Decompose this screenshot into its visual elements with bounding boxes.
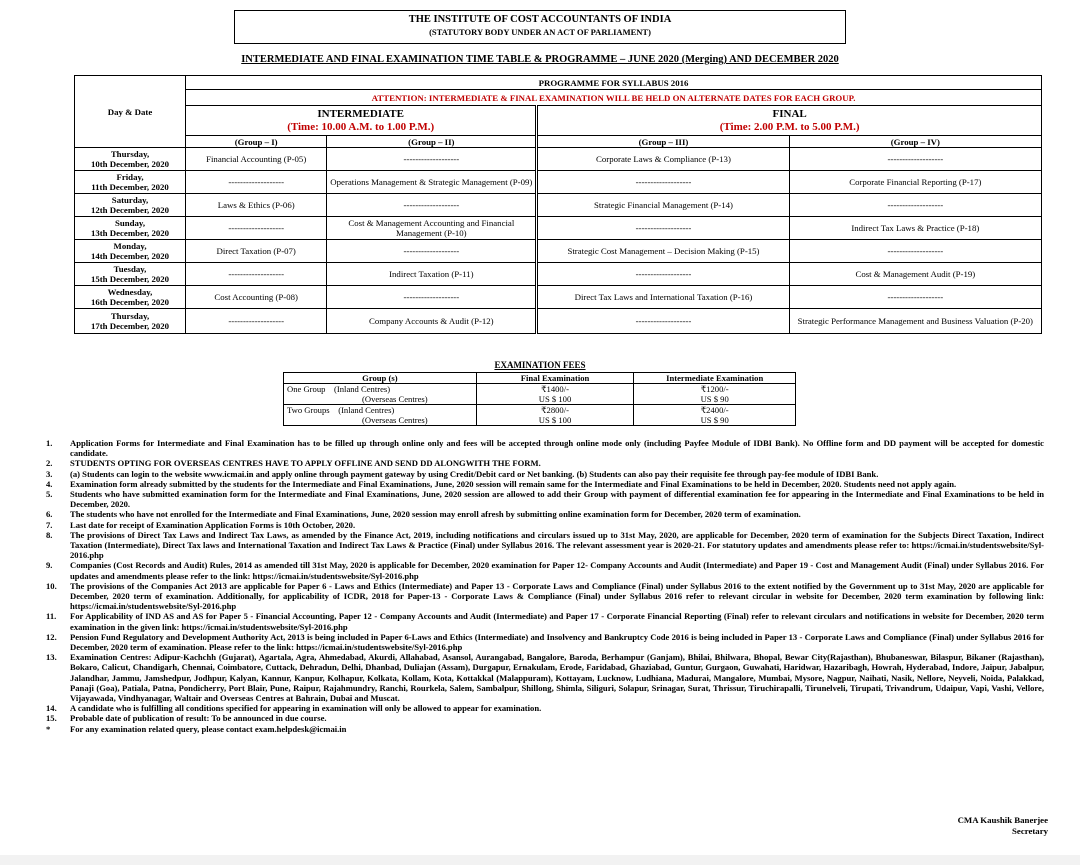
fees-row bbox=[284, 405, 796, 426]
row-date: 13th December, 2020 bbox=[90, 228, 170, 238]
note-text: Probable date of publication of result: To be announced in due course. bbox=[70, 713, 327, 724]
cell-group-3: Strategic Cost Management – Decision Making (P-15) bbox=[537, 240, 789, 263]
attention-notice: ATTENTION: INTERMEDIATE & FINAL EXAMINATION WILL BE HELD ON ALTERNATE DATES FOR EACH GROUP. bbox=[186, 90, 1042, 106]
fees-centre: (Inland Centres) bbox=[338, 405, 395, 415]
cell-group-2: Cost & Management Accounting and Financial Management (P-10) bbox=[327, 217, 537, 240]
note-number: 1. bbox=[46, 438, 53, 448]
row-date: 12th December, 2020 bbox=[90, 205, 170, 215]
page-footer-strip bbox=[0, 855, 1080, 865]
table-row bbox=[75, 194, 1042, 217]
fees-final-inland: ₹2800/- bbox=[541, 405, 569, 415]
note-number: 4. bbox=[46, 478, 53, 489]
cell-group-1: Direct Taxation (P-07) bbox=[186, 240, 327, 263]
fees-centre: (Inland Centres) bbox=[334, 384, 391, 394]
row-day: Friday, bbox=[116, 172, 144, 182]
note-number: 11. bbox=[46, 611, 57, 622]
row-date: 17th December, 2020 bbox=[90, 321, 170, 331]
cell-group-4: ------------------- bbox=[789, 286, 1041, 309]
list-item bbox=[46, 703, 1044, 713]
cell-group-2: ------------------- bbox=[327, 240, 537, 263]
row-day: Thursday, bbox=[110, 311, 150, 321]
cell-group-2: ------------------- bbox=[327, 148, 537, 171]
note-number: 3. bbox=[46, 468, 53, 479]
fees-title: EXAMINATION FEES bbox=[494, 360, 586, 370]
list-item bbox=[46, 509, 1044, 519]
row-day: Wednesday, bbox=[107, 287, 153, 297]
note-text: STUDENTS OPTING FOR OVERSEAS CENTRES HAVE TO APPLY OFFLINE AND SEND DD ALONGWITH THE FORM. bbox=[70, 458, 541, 469]
fees-header-final: Final Examination bbox=[476, 373, 634, 384]
group-2-header: (Group – II) bbox=[327, 136, 537, 148]
cell-group-3: ------------------- bbox=[537, 263, 789, 286]
row-date: 16th December, 2020 bbox=[90, 297, 170, 307]
row-day: Tuesday, bbox=[113, 264, 147, 274]
row-day: Thursday, bbox=[110, 149, 150, 159]
group-4-header: (Group – IV) bbox=[789, 136, 1041, 148]
list-item bbox=[46, 469, 1044, 479]
note-text: Students who have submitted examination form for the Intermediate and Final Examinations, June, 2020 session are allowed to add their Group with payment of differential examination fee for appearing in the Intermediate and Final Examinations to be held in December, 2020. bbox=[70, 489, 1044, 510]
note-text: Application Forms for Intermediate and Final Examination has to be filled up through online only and fees will be accepted through online mode only (including Payfee Module of IDBI Bank). No Offline form and DD payment will be accepted for domestic candidate. bbox=[70, 438, 1044, 459]
cell-group-2: ------------------- bbox=[327, 286, 537, 309]
note-text: Pension Fund Regulatory and Development Authority Act, 2013 is being included in Paper 6-Laws and Ethics (Intermediate) and Insolvency and Bankruptcy Code 2016 is being included in Paper 13 - Corporate Laws and Compliance (Final) under Syllabus 2016 for December, 2020 term of examination. Please refer to the link: https://icmai.in/studentswebsite/Syl-2016.php bbox=[70, 631, 1044, 653]
cell-group-2: Company Accounts & Audit (P-12) bbox=[327, 309, 537, 334]
cell-group-2: ------------------- bbox=[327, 194, 537, 217]
table-row bbox=[75, 263, 1042, 286]
top-bar bbox=[0, 0, 1080, 8]
note-text: The students who have not enrolled for the Intermediate and Final Examinations, June, 2020 session may enroll afresh by submitting online examination form for December, 2020 term of examination. bbox=[70, 509, 801, 520]
signature-block bbox=[958, 815, 1048, 837]
list-item bbox=[46, 611, 1044, 631]
row-date: 15th December, 2020 bbox=[90, 274, 170, 284]
fees-group: One Group bbox=[287, 384, 326, 394]
table-row bbox=[75, 171, 1042, 194]
cell-group-2: Indirect Taxation (P-11) bbox=[327, 263, 537, 286]
cell-group-3: Strategic Financial Management (P-14) bbox=[537, 194, 789, 217]
institute-header bbox=[234, 10, 846, 44]
note-number: 9. bbox=[46, 560, 53, 571]
cell-group-3: ------------------- bbox=[537, 217, 789, 240]
list-item bbox=[46, 530, 1044, 561]
cell-group-4: Cost & Management Audit (P-19) bbox=[789, 263, 1041, 286]
fees-final-overseas: US $ 100 bbox=[538, 394, 572, 404]
row-date: 11th December, 2020 bbox=[91, 182, 169, 192]
list-item bbox=[46, 479, 1044, 489]
list-item bbox=[46, 520, 1044, 530]
note-text: The provisions of the Companies Act 2013 are applicable for Paper 6 - Laws and Ethics (Intermediate) and Paper 13 - Corporate Laws and Compliance (Final) under Syllabus 2016 to the extent notified by the Government up to 31st May, 2020 are applicable for December, 2020 term of examination. Additionally, for applicability of ICDR, 2018 for Paper-13 - Corporate Laws & Compliance (Final) under Syllabus 2016 refer to relevant circular in website for December, 2020 term examination by following link: https://icmai.in/studentswebsite/Syl-2016.php bbox=[70, 580, 1044, 612]
cell-group-4: ------------------- bbox=[789, 240, 1041, 263]
cell-group-1: ------------------- bbox=[186, 171, 327, 194]
note-text: For any examination related query, please contact exam.helpdesk@icmai.in bbox=[70, 723, 347, 734]
list-item bbox=[46, 724, 1044, 734]
note-text: Examination Centres: Adipur-Kachchh (Gujarat), Agartala, Agra, Ahmedabad, Akurdi, Allahabad, Asansol, Aurangabad, Bangalore, Baroda, Berhampur (Ganjam), Bhilai, Bhilwara, Bhopal, Bewar City(Rajasthan), Bhubaneswar, Bilaspur, Bikaner (Rajasthan), Bokaro, Calicut, Chandigarh, Chennai, Coimbatore, Cuttack, Dehradun, Delhi, Dhanbad, Duliajan (Assam), Durgapur, Ernakulam, Erode, Faridabad, Ghaziabad, Guntur, Gurgaon, Guwahati, Haridwar, Hazaribagh, Howrah, Hyderabad, Indore, Jaipur, Jabalpur, Jalandhar, Jammu, Jamshedpur, Jodhpur, Kalyan, Kannur, Kanpur, Kolhapur, Kolkata, Kollam, Kota, Kottakkal (Malappuram), Kottayam, Lucknow, Ludhiana, Madurai, Mangalore, Mumbai, Mysore, Nagpur, Naihati, Nasik, Nellore, Neyveli, Noida, Palakkad, Panaji (Goa), Patiala, Patna, Pondicherry, Port Blair, Pune, Raipur, Rajahmundry, Ranchi, Rourkela, Salem, Sambalpur, Shillong, Shimla, Siliguri, Solapur, Srinagar, Surat, Thrissur, Tiruchirapalli, Tirunelveli, Tirupati, Trivandrum, Udaipur, Vapi, Vashi, Vellore, Vijayawada, Vindhyanagar, Waltair and Overseas Centres at Bahrain, Dubai and Muscat. bbox=[70, 652, 1044, 704]
note-number: 7. bbox=[46, 519, 53, 530]
list-item bbox=[46, 458, 1044, 468]
cell-group-4: Indirect Tax Laws & Practice (P-18) bbox=[789, 217, 1041, 240]
table-row bbox=[75, 217, 1042, 240]
table-row bbox=[75, 240, 1042, 263]
cell-group-3: Direct Tax Laws and International Taxation (P-16) bbox=[537, 286, 789, 309]
institute-name: THE INSTITUTE OF COST ACCOUNTANTS OF INDIA bbox=[408, 14, 672, 25]
list-item bbox=[46, 713, 1044, 723]
list-item bbox=[46, 489, 1044, 509]
list-item bbox=[46, 581, 1044, 612]
fees-final-overseas: US $ 100 bbox=[538, 415, 572, 425]
cell-group-4: ------------------- bbox=[789, 194, 1041, 217]
fees-group: Two Groups bbox=[287, 405, 330, 415]
fees-inter-overseas: US $ 90 bbox=[700, 394, 729, 404]
signatory-name: CMA Kaushik Banerjee bbox=[957, 815, 1048, 825]
fees-final-inland: ₹1400/- bbox=[541, 384, 569, 394]
note-number: 8. bbox=[46, 529, 53, 540]
cell-group-1: Cost Accounting (P-08) bbox=[186, 286, 327, 309]
notes-list bbox=[46, 438, 1044, 734]
cell-group-1: Financial Accounting (P-05) bbox=[186, 148, 327, 171]
fees-row bbox=[284, 384, 796, 405]
fees-table bbox=[283, 372, 796, 426]
fees-header-intermediate: Intermediate Examination bbox=[634, 373, 796, 384]
row-date: 10th December, 2020 bbox=[90, 159, 170, 169]
intermediate-time: (Time: 10.00 A.M. to 1.00 P.M.) bbox=[287, 120, 435, 133]
list-item bbox=[46, 632, 1044, 652]
row-day: Monday, bbox=[113, 241, 147, 251]
list-item bbox=[46, 438, 1044, 458]
list-item bbox=[46, 560, 1044, 580]
cell-group-1: ------------------- bbox=[186, 263, 327, 286]
note-number: * bbox=[46, 723, 51, 734]
cell-group-1: Laws & Ethics (P-06) bbox=[186, 194, 327, 217]
note-text: Examination form already submitted by the students for the Intermediate and Final Examinations, June, 2020 session will remain same for the Intermediate and Final Examinations to be held in December, 2020. Students need not apply again. bbox=[70, 478, 957, 489]
cell-group-2: Operations Management & Strategic Management (P-09) bbox=[327, 171, 537, 194]
fees-centre: (Overseas Centres) bbox=[362, 415, 428, 425]
row-date: 14th December, 2020 bbox=[90, 251, 170, 261]
group-3-header: (Group – III) bbox=[537, 136, 789, 148]
note-number: 14. bbox=[46, 703, 57, 714]
cell-group-1: ------------------- bbox=[186, 217, 327, 240]
note-text: Companies (Cost Records and Audit) Rules, 2014 as amended till 31st May, 2020 is applicable for December, 2020 examination for Paper 12- Company Accounts and Audit (Intermediate) and Paper 19 - Cost and Management Audit (Final) under Syllabus 2016. For updates and amendments please refer to the link: https://icmai.in/studentswebsite/Syl-2016.php bbox=[70, 560, 1044, 581]
fees-centre: (Overseas Centres) bbox=[362, 394, 428, 404]
note-number: 2. bbox=[46, 458, 53, 469]
note-text: The provisions of Direct Tax Laws and Indirect Tax Laws, as amended by the Finance Act, 2019, including notifications and circulars issued up to 31st May, 2020, are applicable for December, 2020 term of examination for the Subjects Direct Taxation, Indirect Taxation (Intermediate), Direct Tax laws and International Taxation and Indirect Tax Laws & Practice (Final) under Syllabus 2016. The relevant assessment year is 2020-21. For statutory updates and amendments please refer to: https://icmai.in/studentswebsite/Syl-2016.php bbox=[70, 529, 1044, 561]
note-number: 10. bbox=[46, 580, 57, 591]
fees-inter-overseas: US $ 90 bbox=[700, 415, 729, 425]
signatory-designation: Secretary bbox=[1012, 826, 1048, 836]
list-item bbox=[46, 652, 1044, 703]
table-row bbox=[75, 286, 1042, 309]
table-row bbox=[75, 309, 1042, 334]
fees-inter-inland: ₹1200/- bbox=[700, 384, 729, 394]
cell-group-1: ------------------- bbox=[186, 309, 327, 334]
timetable bbox=[74, 75, 1042, 334]
note-text: (a) Students can login to the website www.icmai.in and apply online through payment gateway by using Credit/Debit card or Net banking. (b) Students can also pay their requisite fee through pay-fee module of IDBI Bank. bbox=[70, 468, 879, 479]
cell-group-4: Strategic Performance Management and Business Valuation (P-20) bbox=[789, 309, 1041, 334]
final-time: (Time: 2.00 P.M. to 5.00 P.M.) bbox=[719, 120, 860, 133]
row-day: Sunday, bbox=[114, 218, 146, 228]
group-1-header: (Group – I) bbox=[186, 136, 327, 148]
cell-group-3: ------------------- bbox=[537, 309, 789, 334]
final-label: FINAL bbox=[772, 107, 807, 120]
row-day: Saturday, bbox=[111, 195, 149, 205]
table-row bbox=[75, 148, 1042, 171]
cell-group-3: Corporate Laws & Compliance (P-13) bbox=[537, 148, 789, 171]
intermediate-label: INTERMEDIATE bbox=[317, 107, 404, 120]
note-number: 12. bbox=[46, 631, 57, 642]
programme-header: PROGRAMME FOR SYLLABUS 2016 bbox=[186, 76, 1042, 90]
note-text: Last date for receipt of Examination Application Forms is 10th October, 2020. bbox=[70, 519, 356, 530]
note-number: 13. bbox=[46, 652, 57, 663]
cell-group-4: ------------------- bbox=[789, 148, 1041, 171]
note-text: A candidate who is fulfilling all conditions specified for appearing in examination will only be allowed to appear for examination. bbox=[70, 703, 542, 714]
note-number: 5. bbox=[46, 489, 53, 500]
fees-inter-inland: ₹2400/- bbox=[700, 405, 729, 415]
cell-group-3: ------------------- bbox=[537, 171, 789, 194]
note-text: For Applicability of IND AS and AS for Paper 5 - Financial Accounting, Paper 12 - Company Accounts and Audit (Intermediate) and Paper 17 - Corporate Financial Reporting (Final) refer to relevant circulars and notifications in website for December, 2020 term examination in the given link: https://icmai.in/studentswebsite/Syl-2016.php bbox=[70, 611, 1044, 632]
note-number: 15. bbox=[46, 713, 57, 724]
note-number: 6. bbox=[46, 509, 53, 520]
institute-subtitle: (STATUTORY BODY UNDER AN ACT OF PARLIAMENT) bbox=[429, 27, 651, 37]
page-title: INTERMEDIATE AND FINAL EXAMINATION TIME TABLE & PROGRAMME – JUNE 2020 (Merging) AND DECEMBER 2020 bbox=[241, 54, 839, 65]
day-date-header: Day & Date bbox=[75, 76, 186, 148]
fees-header-group: Group (s) bbox=[284, 373, 477, 384]
cell-group-4: Corporate Financial Reporting (P-17) bbox=[789, 171, 1041, 194]
